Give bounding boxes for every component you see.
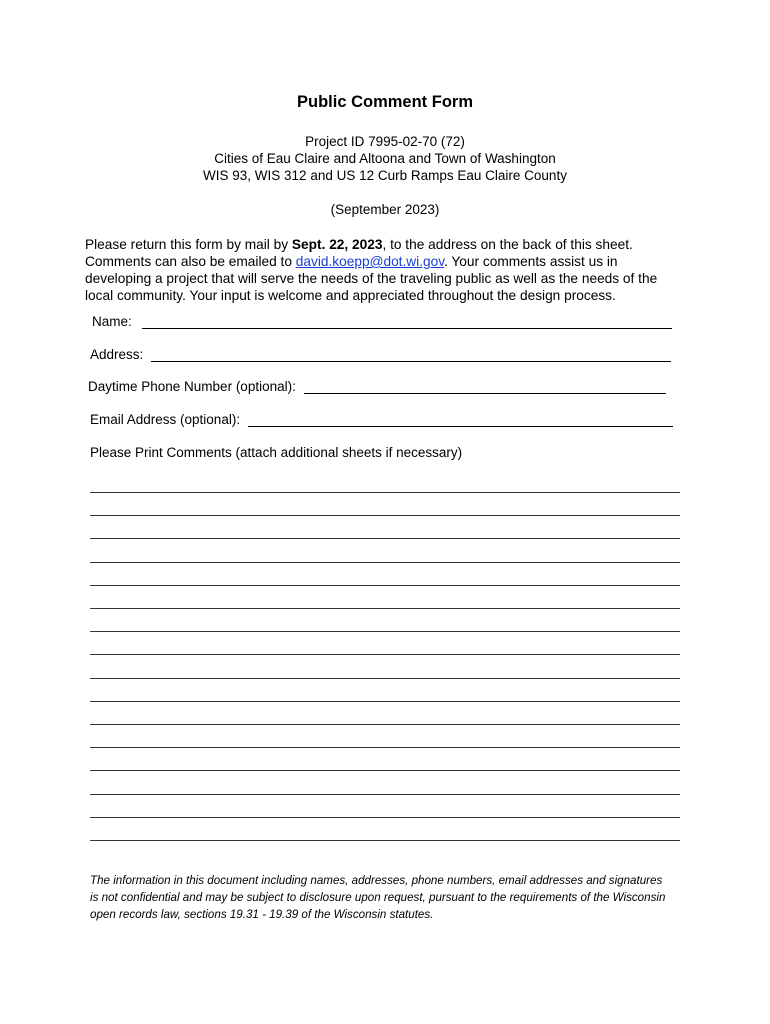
- disclaimer: The information in this document including names, addresses, phone numbers, email addresses and signatures is not confidential and may be subject to disclosure upon request, pursuant to the requirements of the Wisconsin open records law, sections 19.31 - 19.39 of the Wisconsin statutes.: [90, 874, 666, 921]
- address-field[interactable]: [90, 347, 671, 362]
- comment-line[interactable]: [90, 747, 680, 748]
- comment-line[interactable]: [90, 538, 680, 539]
- intro-text-2: , to the address on the back of this sheet. Comments can also be emailed to: [85, 237, 633, 269]
- name-blank[interactable]: [142, 314, 672, 329]
- project-id: Project ID 7995-02-70 (72): [305, 134, 465, 149]
- comment-line[interactable]: [90, 701, 680, 702]
- comment-line[interactable]: [90, 562, 680, 563]
- email-field[interactable]: [90, 412, 673, 427]
- comment-line[interactable]: [90, 794, 680, 795]
- comment-line[interactable]: [90, 840, 680, 841]
- form-title: Public Comment Form: [296, 93, 473, 111]
- phone-label: Daytime Phone Number (optional):: [88, 379, 296, 394]
- comment-line[interactable]: [90, 678, 680, 679]
- intro-text-1: Please return this form by mail by: [85, 237, 292, 252]
- address-label: Address:: [90, 347, 144, 362]
- comment-line[interactable]: [90, 492, 680, 493]
- comment-line[interactable]: [90, 515, 680, 516]
- intro-text-3: . Your comments assist us in developing a project that will serve the needs of the traveling public as well as the needs of the local community. Your input is welcome and appreciated throughout the design process.: [85, 254, 658, 303]
- email-blank[interactable]: [248, 412, 673, 427]
- phone-field[interactable]: [88, 379, 666, 394]
- comment-line[interactable]: [90, 724, 680, 725]
- comment-line[interactable]: [90, 585, 680, 586]
- comment-line[interactable]: [90, 654, 680, 655]
- intro-paragraph: [85, 236, 685, 304]
- comment-line[interactable]: [90, 608, 680, 609]
- comments-label: Please Print Comments (attach additional sheets if necessary): [90, 445, 463, 460]
- project-location: Cities of Eau Claire and Altoona and Town of Washington: [214, 151, 556, 166]
- name-label: Name:: [92, 314, 132, 329]
- form-date: (September 2023): [330, 202, 440, 217]
- deadline: Sept. 22, 2023: [291, 237, 383, 252]
- comment-line[interactable]: [90, 770, 680, 771]
- comment-line[interactable]: [90, 631, 680, 632]
- address-blank[interactable]: [151, 347, 671, 362]
- name-field[interactable]: [92, 314, 672, 329]
- email-label: Email Address (optional):: [90, 412, 241, 427]
- email-link[interactable]: david.koepp@dot.wi.gov: [295, 254, 445, 269]
- comment-line[interactable]: [90, 817, 680, 818]
- project-roads: WIS 93, WIS 312 and US 12 Curb Ramps Eau Claire County: [203, 168, 567, 183]
- phone-blank[interactable]: [304, 379, 666, 394]
